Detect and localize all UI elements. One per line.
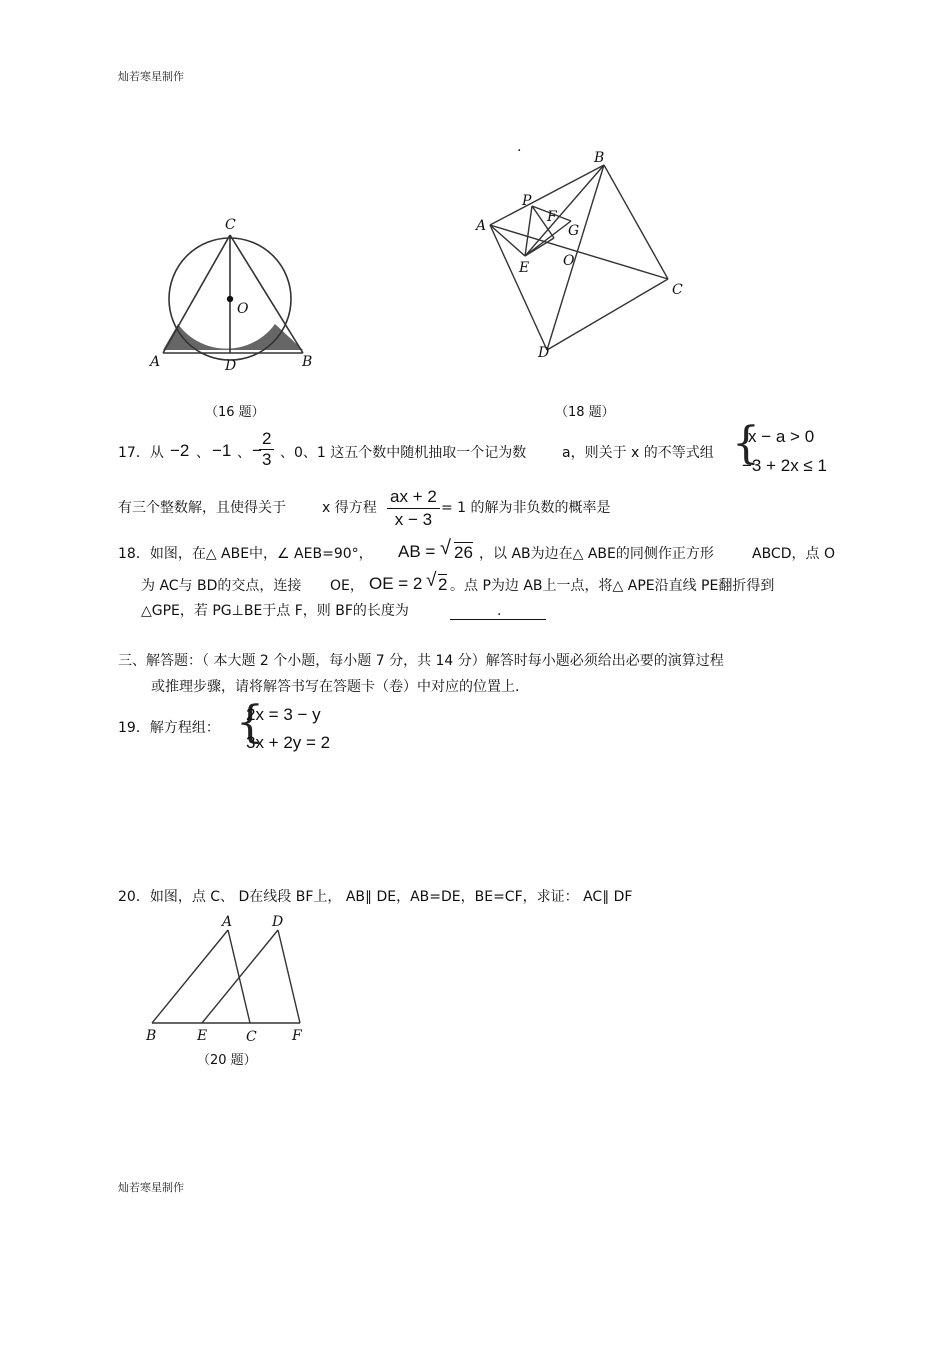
label-c: C <box>225 217 236 233</box>
system-brace: { <box>732 418 760 469</box>
q17-ineq1: x − a > 0 <box>748 427 815 446</box>
label-c: C <box>246 1029 257 1045</box>
label-a: A <box>222 914 233 930</box>
label-b: B <box>302 354 313 370</box>
caption-18: （18 题） <box>555 405 615 420</box>
figure-18 <box>470 145 700 370</box>
label-b: B <box>594 150 605 166</box>
label-b: B <box>146 1028 157 1044</box>
label-a: A <box>476 218 487 234</box>
q17-ineq2: −3 + 2x ≤ 1 <box>742 456 827 475</box>
section-3-heading: 三、解答题：（ 本大题 2 个小题，每小题 7 分，共 14 分）解答时每小题必须给出必要的演算过程 <box>118 653 724 669</box>
section-3-note: 或推理步骤，请将解答书写在答题卡（卷）中对应的位置上. <box>151 679 520 695</box>
label-g: G <box>568 223 580 239</box>
page-footer: 灿若寒星制作 <box>118 1181 184 1194</box>
q19-label: 19．解方程组： <box>118 720 220 736</box>
label-a: A <box>150 354 161 370</box>
figure-16 <box>140 210 330 380</box>
figure-20 <box>140 910 320 1045</box>
label-o: O <box>237 301 249 317</box>
q19-eq1: 2x = 3 − y <box>246 705 321 724</box>
label-d: D <box>538 345 550 361</box>
page-header: 灿若寒星制作 <box>118 70 184 83</box>
caption-16: （16 题） <box>205 405 265 420</box>
q19-eq2: 3x + 2y = 2 <box>246 733 331 752</box>
shaded-region <box>163 324 303 350</box>
label-e: E <box>519 260 530 276</box>
label-f: F <box>547 209 557 225</box>
label-p: P <box>522 193 532 209</box>
question-20: 20．如图，点 C、 D在线段 BF上， AB∥ DE，AB=DE，BE=CF，求证： AC∥ DF <box>118 889 633 905</box>
svg-text:.: . <box>517 145 522 155</box>
label-d: D <box>272 914 284 930</box>
label-d: D <box>225 358 237 374</box>
q17-number: 17．从 <box>118 445 164 461</box>
q17-fraction: $\frac{2}{3}$ <box>259 429 274 470</box>
q17-equation-fraction: $\frac{ax + 2}{x - 3}$ <box>387 486 440 531</box>
caption-20: （20 题） <box>197 1053 257 1068</box>
label-c: C <box>672 282 683 298</box>
label-f: F <box>292 1028 302 1044</box>
label-e: E <box>197 1028 208 1044</box>
label-o: O <box>563 253 575 269</box>
